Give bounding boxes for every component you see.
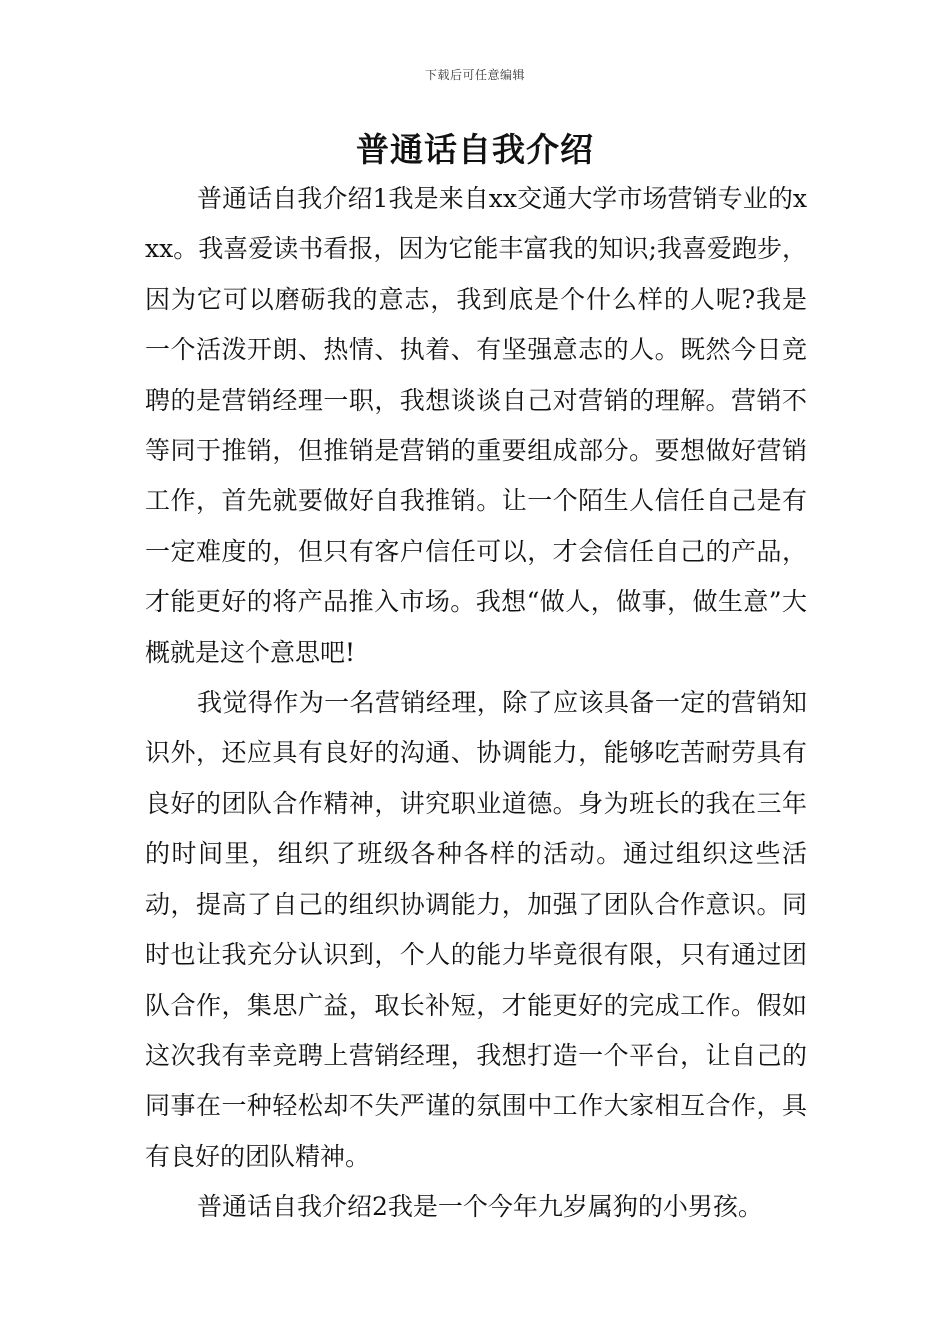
document-title: 普通话自我介绍 (356, 130, 594, 169)
paragraph-2: 我觉得作为一名营销经理，除了应该具备一定的营销知识外，还应具有良好的沟通、协调能力，能够吃苦耐劳具有良好的团队合作精神，讲究职业道德。身为班长的我在三年的时间里，组织了班级各种各样的活动。通过组织这些活动，提高了自己的组织协调能力，加强了团队合作意识。同时也让我充分认识到，个人的能力毕竟很有限，只有通过团队合作，集思广益，取长补短，才能更好的完成工作。假如这次我有幸竞聘上营销经理，我想打造一个平台，让自己的同事在一种轻松却不失严谨的氛围中工作大家相互合作，具有良好的团队精神。 (145, 688, 807, 1171)
header-note: 下载后可任意编辑 (424, 68, 525, 82)
paragraph-1: 普通话自我介绍1我是来自xx交通大学市场营销专业的xxx。我喜爱读书看报，因为它能丰富我的知识;我喜爱跑步，因为它可以磨砺我的意志，我到底是个什么样的人呢?我是一个活泼开朗、热情、执着、有坚强意志的人。既然今日竞聘的是营销经理一职，我想谈谈自己对营销的理解。营销不等同于推销，但推销是营销的重要组成部分。要想做好营销工作，首先就要做好自我推销。让一个陌生人信任自己是有一定难度的，但只有客户信任可以，才会信任自己的产品，才能更好的将产品推入市场。我想“做人，做事，做生意”大概就是这个意思吧! (145, 184, 807, 667)
document-body (145, 174, 807, 1233)
paragraph-3: 普通话自我介绍2我是一个今年九岁属狗的小男孩。 (197, 1192, 763, 1222)
